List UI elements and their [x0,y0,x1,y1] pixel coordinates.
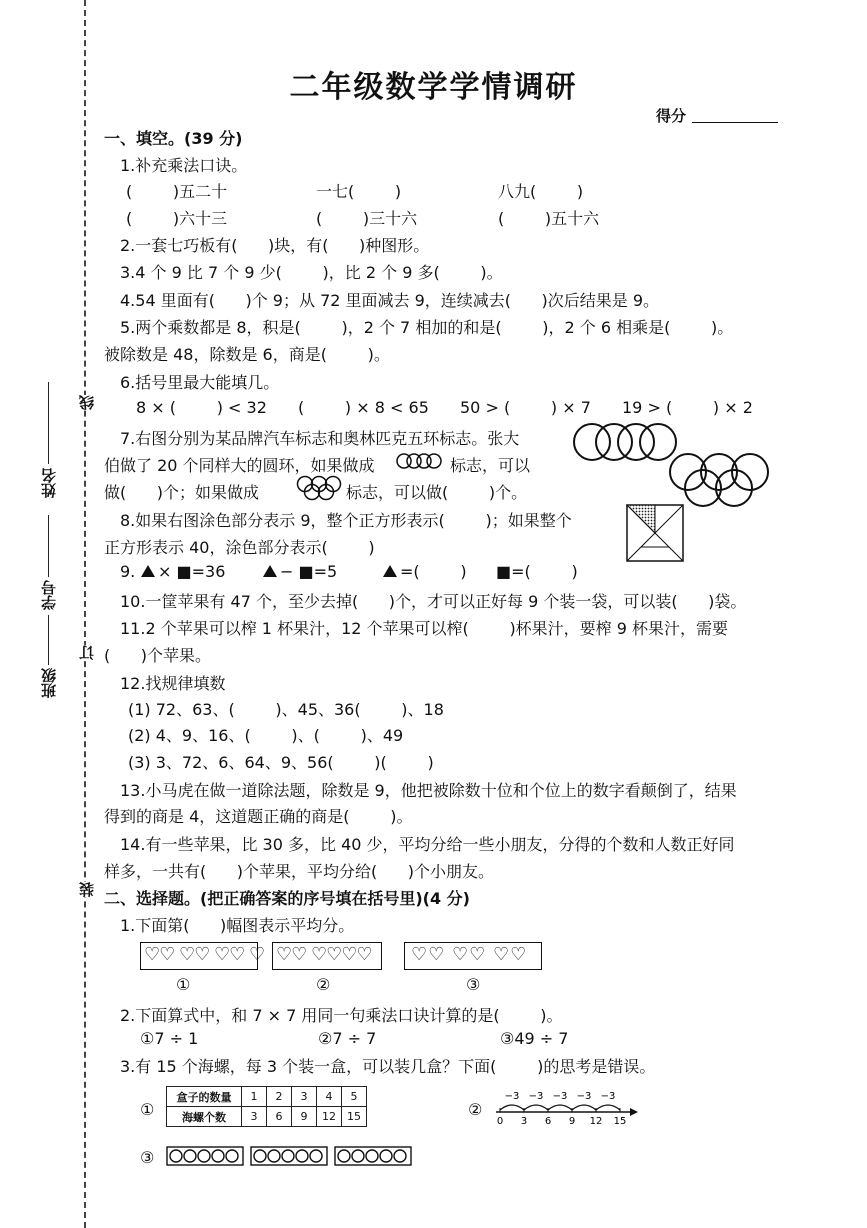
hearts-box-1 [140,942,265,970]
tick-label: 6 [544,1116,552,1127]
page-title: 二年级数学学情调研 [289,70,578,105]
side-id-label: 学号 [40,580,58,610]
q6-text: 6.括号里最大能填几。 [120,373,280,392]
q8-text-a: 8.如果右图涂色部分表示 9，整个正方形表示( )；如果整个 [120,511,572,530]
table-cell: 15 [342,1107,367,1127]
option-3-label: ③ [466,975,481,994]
section2-heading: 二、选择题。(把正确答案的序号填在括号里)(4 分) [104,889,470,908]
table-cell: 3 [242,1107,267,1127]
q6-item-b: ( ) × 8 < 65 [298,398,429,417]
jump-label: −3 [528,1091,544,1102]
audi-rings-figure [572,422,672,464]
hearts-group-3: ♡♡ ♡♡ ♡♡ [411,944,528,965]
q6-item-c: 50 > ( ) × 7 [460,398,591,417]
table-cell: 1 [242,1087,267,1107]
tick-label: 12 [589,1116,603,1127]
olympic-rings-figure [668,452,770,508]
tangram-square-figure [626,504,684,562]
q1-item-f: ( )五十六 [498,209,600,228]
q6-item-d: 19 > ( ) × 2 [622,398,753,417]
q1-item-e: ( )三十六 [316,209,418,228]
q9-eq2: − ■=5 [280,562,338,581]
q11-text-b: ( )个苹果。 [104,646,212,665]
q1-item-a: ( )五二十 [126,182,228,201]
q7-text-b: 伯做了 20 个同样大的圆环，如果做成 [104,456,375,475]
q6-item-a: 8 × ( ) < 32 [136,398,267,417]
section1-heading: 一、填空。(39 分) [104,129,243,148]
s2-q3-option-1: ① [140,1100,155,1119]
q11-text-a: 11.2 个苹果可以榨 1 杯果汁，12 个苹果可以榨( )杯果汁，要榨 9 杯果汁，需要 [120,619,729,638]
name-blank-line [48,382,49,464]
class-blank-line [48,615,49,665]
q1-item-c: 八九( ) [498,182,584,201]
s2-q3-text: 3.有 15 个海螺，每 3 个装一盒，可以装几盒？下面( )的思考是错误。 [120,1057,656,1076]
q7-text-b2: 标志，可以 [450,456,531,475]
s2-q2-option-2: ②7 ÷ 7 [318,1029,377,1048]
q13-text-a: 13.小马虎在做一道除法题，除数是 9，他把被除数十位和个位上的数字看颠倒了，结果 [120,781,737,800]
table-row [167,1087,367,1107]
q14-text-b: 样多，一共有( )个苹果，平均分给( )个小朋友。 [104,862,495,881]
q7-text-a: 7.右图分别为某品牌汽车标志和奥林匹克五环标志。张大 [120,429,520,448]
q9-num: 9. [120,562,136,581]
table-cell: 6 [267,1107,292,1127]
table-header-shells: 海螺个数 [167,1107,242,1127]
q1-item-b: 一七( ) [316,182,402,201]
q12-text: 12.找规律填数 [120,674,226,693]
s2-q2-text: 2.下面算式中，和 7 × 7 用同一句乘法口诀计算的是( )。 [120,1006,563,1025]
s2-q2-option-1: ①7 ÷ 1 [140,1029,199,1048]
tick-label: 0 [496,1116,504,1127]
table-cell: 4 [317,1087,342,1107]
jump-label: −3 [552,1091,568,1102]
jump-label: −3 [504,1091,520,1102]
triangle-icon [140,564,156,578]
q9-eq3: =( ) [400,562,467,581]
s2-q3-option-2: ② [468,1100,483,1119]
triangle-icon [382,564,398,578]
table-cell: 3 [292,1087,317,1107]
table-header-boxes: 盒子的数量 [167,1087,242,1107]
q9-eq1: × ■=36 [158,562,226,581]
score-blank[interactable] [692,122,778,123]
s2-q1-text: 1.下面第( )幅图表示平均分。 [120,916,355,935]
score-label: 得分 [656,107,687,125]
s2-q2-option-3: ③49 ÷ 7 [500,1029,569,1048]
olympic-rings-small-icon [296,475,342,501]
side-ding-label: 订 [78,645,96,660]
hearts-group-1: ♡♡ ♡♡ ♡♡ ♡ [144,944,265,965]
binding-margin-line [84,0,86,1228]
table-cell: 9 [292,1107,317,1127]
tick-label: 15 [613,1116,627,1127]
q9-eq4: ■=( ) [496,562,578,581]
q14-text-a: 14.有一些苹果，比 30 多，比 40 少，平均分给一些小朋友，分得的个数和人数正好同 [120,835,735,854]
id-blank-line [48,515,49,577]
q1-item-d: ( )六十三 [126,209,228,228]
q5-text-b: 被除数是 48，除数是 6，商是( )。 [104,345,390,364]
side-class-label: 班级 [40,668,58,698]
q5-text-a: 5.两个乘数都是 8，积是( )，2 个 7 相加的和是( )，2 个 6 相乘是( )。 [120,318,734,337]
option-1-label: ① [176,975,191,994]
q1-text: 1.补充乘法口诀。 [120,156,248,175]
table-row [167,1107,367,1127]
side-name-label: 姓名 [40,468,58,498]
table-cell: 5 [342,1087,367,1107]
hearts-box-2 [272,942,382,970]
side-zhuang-label: 装 [78,882,96,897]
tick-label: 9 [568,1116,576,1127]
q12-item-2: (2) 4、9、16、( )、( )、49 [128,726,404,745]
q7-text-c2: 标志，可以做( )个。 [346,483,528,502]
q12-item-1: (1) 72、63、( )、45、36( )、18 [128,700,444,719]
q8-text-b: 正方形表示 40，涂色部分表示( ) [104,538,375,557]
s2-q3-option-3: ③ [140,1148,155,1167]
audi-rings-small-icon [396,452,444,470]
triangle-icon [262,564,278,578]
q10-text: 10.一筐苹果有 47 个，至少去掉( )个，才可以正好每 9 个装一袋，可以装( )袋。 [120,592,747,611]
tick-label: 3 [520,1116,528,1127]
table-cell: 2 [267,1087,292,1107]
side-xian-label: 线 [78,395,96,410]
jump-label: −3 [576,1091,592,1102]
q13-text-b: 得到的商是 4，这道题正确的商是( )。 [104,807,413,826]
q12-item-3: (3) 3、72、6、64、9、56( )( ) [128,753,434,772]
q4-text: 4.54 里面有( )个 9；从 72 里面减去 9，连续减去( )次后结果是 9。 [120,291,660,310]
q7-text-c: 做( )个；如果做成 [104,483,260,502]
shell-table [166,1086,367,1127]
q2-text: 2.一套七巧板有( )块，有( )种图形。 [120,236,430,255]
option-2-label: ② [316,975,331,994]
jump-label: −3 [600,1091,616,1102]
hearts-box-3 [404,942,542,970]
grouped-shells-figure [166,1146,416,1168]
number-line-figure [492,1088,642,1128]
hearts-group-2: ♡♡ ♡♡♡♡ [276,944,372,965]
jump-arcs [500,1105,620,1110]
table-cell: 12 [317,1107,342,1127]
q3-text: 3.4 个 9 比 7 个 9 少( )，比 2 个 9 多( )。 [120,263,503,282]
